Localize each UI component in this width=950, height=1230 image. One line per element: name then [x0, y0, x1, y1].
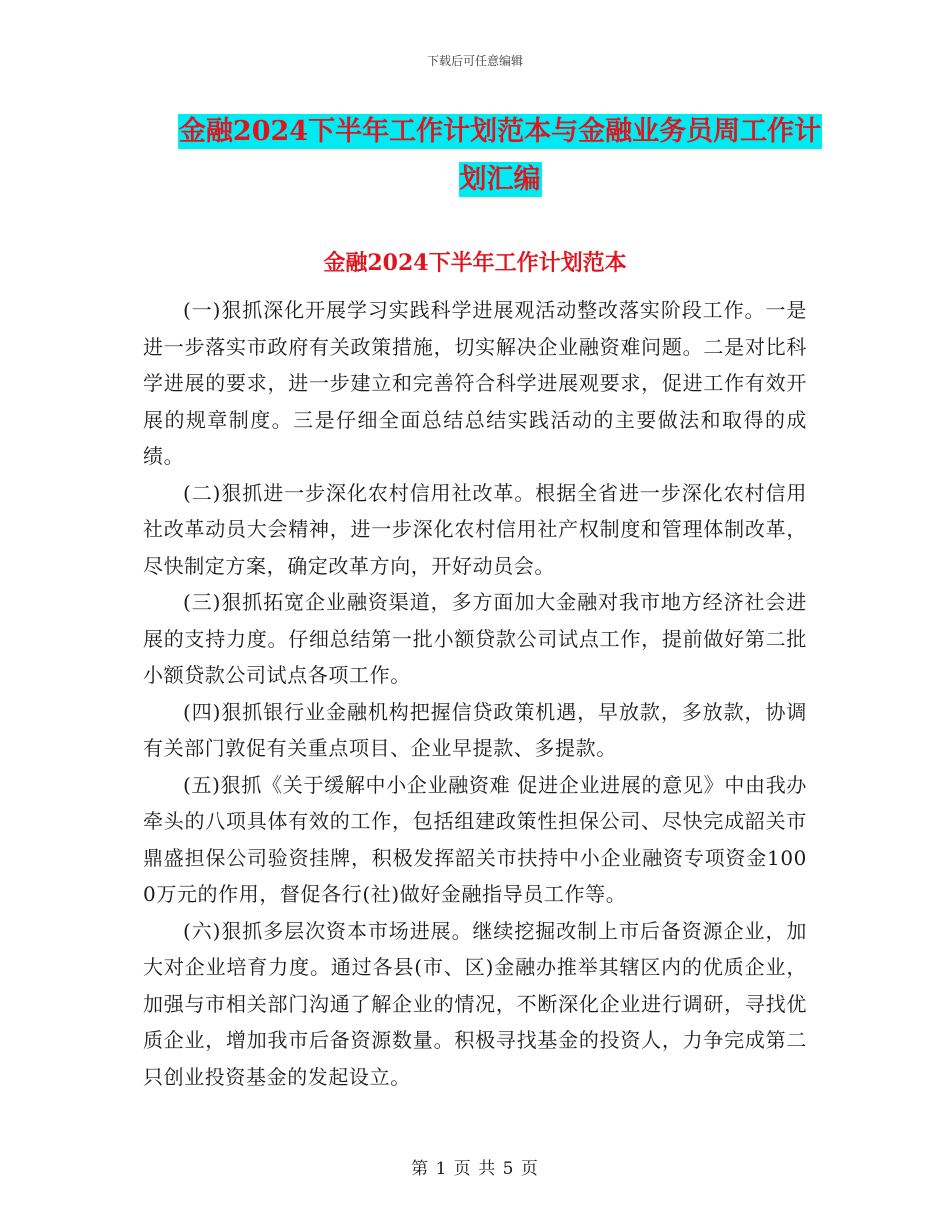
- paragraph-3: (三)狠抓拓宽企业融资渠道，多方面加大金融对我市地方经济社会进展的支持力度。仔细总结第一批小额贷款公司试点工作，提前做好第二批小额贷款公司试点各项工作。: [143, 590, 807, 687]
- document-title-line-2: 划汇编: [459, 164, 541, 195]
- document-title-line-1: 金融2024下半年工作计划范本与金融业务员周工作计: [178, 116, 822, 147]
- paragraph-6: (六)狠抓多层次资本市场进展。继续挖掘改制上市后备资源企业，加大对企业培育力度。通过各县(市、区)金融办推举其辖区内的优质企业，加强与市相关部门沟通了解企业的情况，不断深化企业进行调研，寻找优质企业，增加我市后备资源数量。积极寻找基金的投资人，力争完成第二只创业投资基金的发起设立。: [143, 918, 807, 1089]
- paragraph-1: (一)狠抓深化开展学习实践科学进展观活动整改落实阶段工作。一是进一步落实市政府有关政策措施，切实解决企业融资难问题。二是对比科学进展的要求，进一步建立和完善符合科学进展观要求，促进工作有效开展的规章制度。三是仔细全面总结总结实践活动的主要做法和取得的成绩。: [143, 298, 807, 468]
- page-footer: 第 1 页 共 5 页: [411, 1159, 539, 1179]
- paragraph-4: (四)狠抓银行业金融机构把握信贷政策机遇，早放款，多放款，协调有关部门敦促有关重点项目、企业早提款、多提款。: [143, 699, 807, 760]
- header-note: 下载后可任意编辑: [426, 54, 523, 68]
- paragraph-5: (五)狠抓《关于缓解中小企业融资难 促进企业进展的意见》中由我办牵头的八项具体有效的工作，包括组建政策性担保公司、尽快完成韶关市鼎盛担保公司验资挂牌，积极发挥韶关市扶持中小企业融资专项资金1000万元的作用，督促各行(社)做好金融指导员工作等。: [143, 772, 807, 906]
- section-title: 金融2024下半年工作计划范本: [323, 250, 627, 276]
- document-title: [150, 108, 850, 204]
- body-text: [143, 292, 807, 1095]
- paragraph-2: (二)狠抓进一步深化农村信用社改革。根据全省进一步深化农村信用社改革动员大会精神，进一步深化农村信用社产权制度和管理体制改革，尽快制定方案，确定改革方向，开好动员会。: [143, 480, 807, 578]
